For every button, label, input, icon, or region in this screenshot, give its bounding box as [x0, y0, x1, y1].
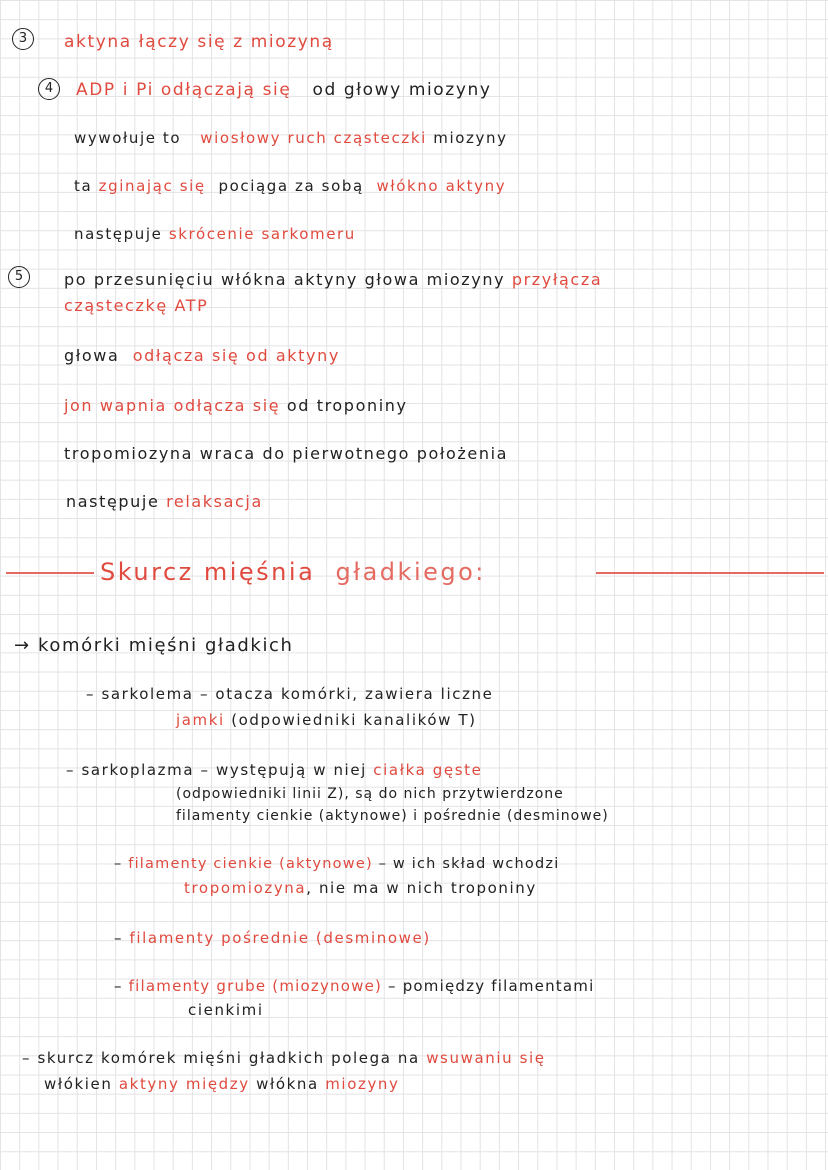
sarkoplazma-line-1: [66, 760, 482, 780]
arrow-icon: →: [14, 635, 31, 656]
filament-1-black-2: , nie ma w nich troponiny: [306, 879, 537, 897]
step-4-black-text: od głowy miozyny: [312, 80, 492, 100]
step-5-line-4: [64, 396, 408, 416]
text-po-przesunieciu: po przesunięciu włókna aktyny głowa miozyny: [64, 270, 506, 289]
heading-rule-right: [596, 572, 824, 574]
sarkoplazma-label: – sarkoplazma –: [66, 761, 210, 779]
final-aktyny: aktyny: [118, 1075, 180, 1093]
text-nastepuje: następuje: [74, 225, 163, 243]
final-wlokien: włókien: [44, 1075, 113, 1093]
step-5-line-6: [66, 492, 263, 512]
filament-3-black: – pomiędzy filamentami: [388, 977, 595, 995]
step-4-line-1: [76, 80, 492, 100]
text-odlacza-od-aktyny: odłącza się od aktyny: [132, 346, 340, 365]
smooth-title: komórki mięśni gładkich: [38, 635, 294, 656]
step-5-line-1: [64, 270, 602, 290]
step-5-line-3: [64, 346, 340, 366]
sarkoplazma-cialka: ciałka gęste: [373, 761, 483, 779]
filament-1-dash: –: [114, 856, 123, 872]
sarkoplazma-line-2: (odpowiedniki linii Z), są do nich przytwierdzone: [176, 786, 564, 802]
text-skrocenie: skrócenie sarkomeru: [168, 225, 356, 243]
text-przylacza: przyłącza: [511, 270, 603, 289]
text-wywoluje: wywołuje to: [74, 129, 182, 147]
sarkolema-line-2: [176, 710, 477, 730]
final-miozyny: miozyny: [325, 1075, 400, 1093]
final-wlokna: włókna: [256, 1075, 319, 1093]
step-5-line-2: cząsteczkę ATP: [64, 296, 209, 315]
filament-2-red: filamenty pośrednie (desminowe): [129, 929, 431, 947]
step-5-line-5: tropomiozyna wraca do pierwotnego położenia: [64, 444, 509, 463]
sarkolema-text: otacza komórki, zawiera liczne: [215, 685, 494, 703]
step-4-line-2: [74, 128, 508, 148]
text-wioslowy-ruch: wiosłowy ruch cząsteczki: [200, 129, 427, 147]
final-miedzy: między: [185, 1075, 250, 1093]
step-number-3: 3: [12, 28, 34, 50]
section-heading: [100, 558, 486, 586]
text-miozyny: miozyny: [433, 129, 508, 147]
filament-1-line-1: [114, 854, 559, 874]
text-relaksacja: relaksacja: [166, 492, 263, 511]
filament-1-line-2: [184, 878, 537, 898]
heading-rule-left: [6, 572, 94, 574]
filament-3-line-2: cienkimi: [188, 1001, 264, 1019]
final-line-2: [44, 1074, 400, 1094]
final-dash: –: [22, 1049, 32, 1067]
sarkolema-jamki: jamki: [176, 711, 225, 729]
text-jon-wapnia: jon wapnia odłącza się: [64, 396, 281, 415]
final-line-1: [22, 1048, 546, 1068]
heading-red: Skurcz mięśnia: [100, 558, 316, 586]
filament-1-black: – w ich skład wchodzi: [378, 856, 560, 872]
filament-1-tropomiozyna: tropomiozyna: [184, 879, 307, 897]
step-3-text: aktyna łączy się z miozyną: [64, 32, 334, 52]
step-number-5: 5: [8, 266, 30, 288]
step-4-line-3: [74, 176, 506, 196]
text-glowa: głowa: [64, 346, 120, 365]
step-number-4: 4: [38, 78, 60, 100]
text-pociaga: pociąga za sobą: [218, 177, 364, 195]
sarkolema-label: – sarkolema –: [86, 685, 210, 703]
heading-black: gładkiego:: [335, 558, 486, 586]
filament-3-dash: –: [114, 977, 123, 995]
text-wlokno-aktyny: włókno aktyny: [376, 177, 507, 195]
text-nastepuje-2: następuje: [66, 492, 160, 511]
step-4-red-text: ADP i Pi odłączają się: [76, 80, 292, 100]
filament-2-dash: –: [114, 929, 124, 947]
text-od-troponiny: od troponiny: [286, 396, 408, 415]
sarkoplazma-text: występują w niej: [215, 761, 367, 779]
final-black: skurcz komórek mięśni gładkich polega na: [37, 1049, 420, 1067]
text-zginajac: zginając się: [98, 177, 206, 195]
sarkolema-line-1: [86, 684, 493, 704]
step-4-line-4: [74, 224, 356, 244]
smooth-title-line: [14, 636, 294, 656]
filament-3-line-1: [114, 976, 594, 996]
sarkolema-text-2: (odpowiedniki kanalików T): [231, 711, 477, 729]
text-ta: ta: [74, 177, 93, 195]
filament-1-red: filamenty cienkie (aktynowe): [128, 856, 373, 872]
sarkoplazma-line-3: filamenty cienkie (aktynowe) i pośrednie (desminowe): [176, 808, 609, 824]
filament-3-red: filamenty grube (miozynowe): [128, 977, 383, 995]
final-red: wsuwaniu się: [426, 1049, 546, 1067]
filament-2-line: [114, 928, 431, 948]
